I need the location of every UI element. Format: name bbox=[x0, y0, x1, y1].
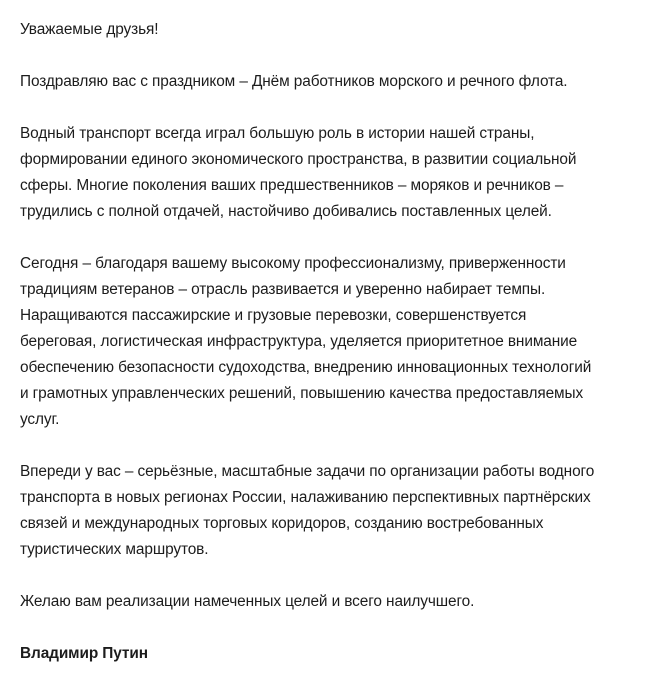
paragraph-history: Водный транспорт всегда играл большую роль в истории нашей страны, формировании единого экономического пространства, в развитии социальной сферы. Многие поколения ваших предшественников – моряков и речников – трудились с полной отдачей, настойчиво добивались поставленных целей. bbox=[20, 125, 577, 220]
paragraph-tasks: Впереди у вас – серьёзные, масштабные задачи по организации работы водного транспорта в новых регионах России, налаживанию перспективных партнёрских связей и международных торговых коридоров, созданию востребованных туристических маршрутов. bbox=[20, 463, 595, 558]
paragraph-today: Сегодня – благодаря вашему высокому профессионализму, приверженности традициям ветеранов – отрасль развивается и уверенно набирает темпы. Наращиваются пассажирские и грузовые перевозки, совершенствуется береговая, логистическая инфраструктура, уделяется приоритетное внимание обеспечению безопасности судоходства, внедрению инновационных технологий и грамотных управленческих решений, повышению качества предоставляемых услуг. bbox=[20, 255, 592, 428]
greeting: Уважаемые друзья! bbox=[20, 21, 159, 38]
paragraph-wishes: Желаю вам реализации намеченных целей и всего наилучшего. bbox=[20, 593, 475, 610]
letter-body bbox=[20, 17, 645, 667]
signature: Владимир Путин bbox=[20, 645, 148, 662]
paragraph-congratulation: Поздравляю вас с праздником – Днём работников морского и речного флота. bbox=[20, 73, 568, 90]
